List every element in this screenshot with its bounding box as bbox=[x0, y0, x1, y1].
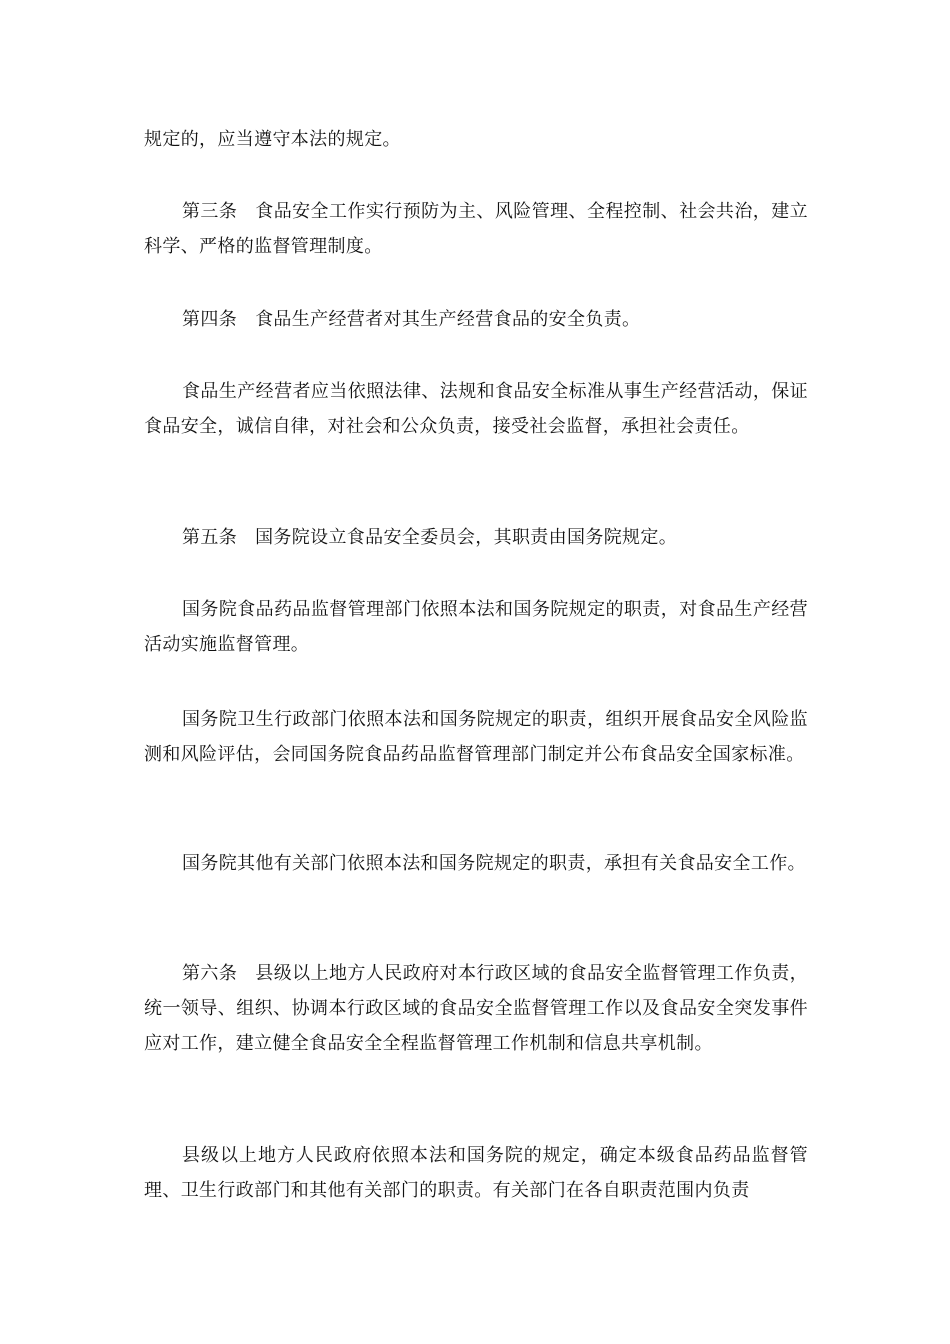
article-4-clause-2 bbox=[144, 374, 808, 444]
article-6-paragraph bbox=[144, 956, 808, 1061]
paragraph-text: 县级以上地方人民政府依照本法和国务院的规定，确定本级食品药品监督管理、卫生行政部门和其他有关部门的职责。有关部门在各自职责范围内负责 bbox=[144, 1145, 808, 1201]
paragraph-text: 国务院卫生行政部门依照本法和国务院规定的职责，组织开展食品安全风险监测和风险评估，会同国务院食品药品监督管理部门制定并公布食品安全国家标准。 bbox=[144, 709, 808, 765]
paragraph-text: 国务院食品药品监督管理部门依照本法和国务院规定的职责，对食品生产经营活动实施监督管理。 bbox=[144, 599, 808, 655]
article-4-paragraph bbox=[144, 302, 808, 337]
article-number: 第四条 bbox=[182, 309, 238, 330]
article-number: 第六条 bbox=[182, 963, 238, 984]
paragraph-text: 国务院设立食品安全委员会，其职责由国务院规定。 bbox=[255, 527, 678, 548]
article-5-clause-4 bbox=[144, 846, 808, 881]
article-3-paragraph bbox=[144, 194, 808, 264]
paragraph-text: 规定的，应当遵守本法的规定。 bbox=[144, 129, 401, 150]
article-5-clause-2 bbox=[144, 592, 808, 662]
paragraph-text: 食品生产经营者对其生产经营食品的安全负责。 bbox=[255, 309, 641, 330]
paragraph-text: 食品安全工作实行预防为主、风险管理、全程控制、社会共治，建立科学、严格的监督管理制度。 bbox=[144, 201, 808, 257]
article-number: 第三条 bbox=[182, 201, 238, 222]
article-5-clause-3 bbox=[144, 702, 808, 772]
article-number: 第五条 bbox=[182, 527, 238, 548]
paragraph-text: 食品生产经营者应当依照法律、法规和食品安全标准从事生产经营活动，保证食品安全，诚信自律，对社会和公众负责，接受社会监督，承担社会责任。 bbox=[144, 381, 808, 437]
paragraph-text: 国务院其他有关部门依照本法和国务院规定的职责，承担有关食品安全工作。 bbox=[182, 853, 806, 874]
article-5-paragraph bbox=[144, 520, 808, 555]
paragraph-continuation bbox=[144, 122, 808, 157]
article-6-clause-2 bbox=[144, 1138, 808, 1208]
paragraph-text: 县级以上地方人民政府对本行政区域的食品安全监督管理工作负责，统一领导、组织、协调本行政区域的食品安全监督管理工作以及食品安全突发事件应对工作，建立健全食品安全全程监督管理工作机制和信息共享机制。 bbox=[144, 963, 808, 1054]
